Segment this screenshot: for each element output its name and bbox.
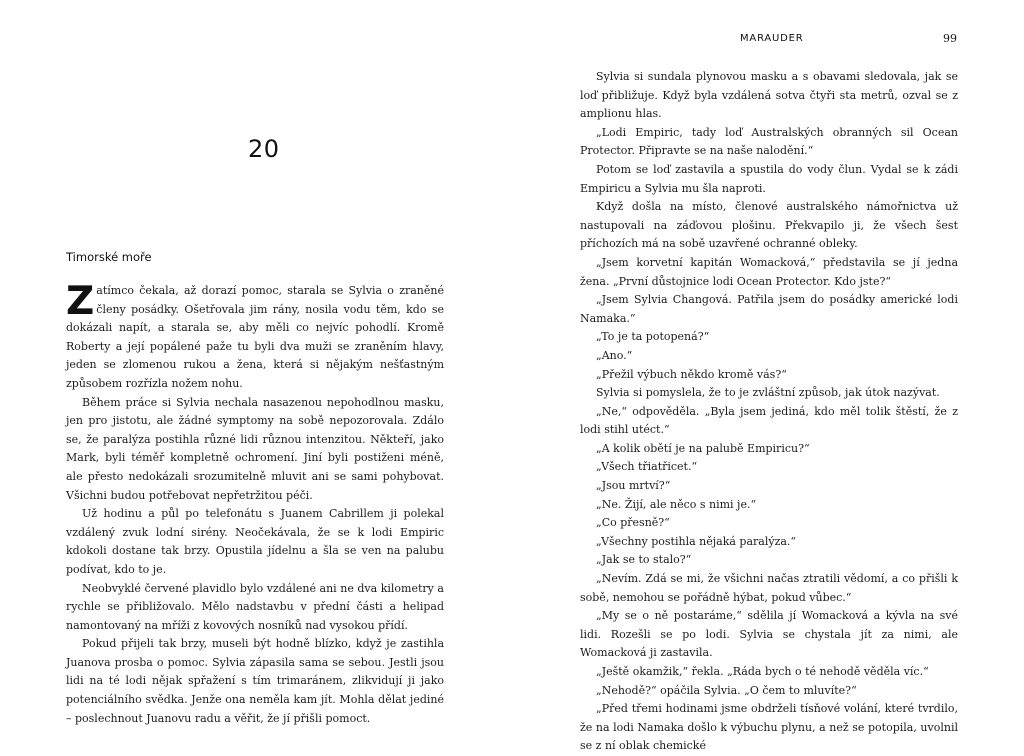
page-number: 99 (943, 32, 957, 45)
paragraph: „Ne. Žijí, ale něco s nimi je.“ (596, 497, 757, 511)
paragraph: Když došla na místo, členové australského námořnictva už nastupovali na záďovou plošinu. Překvapilo ji, že všech šest příchozích má na sobě uzavřené ochranné obleky. (580, 200, 958, 251)
chapter-location: Timorské moře (66, 250, 152, 264)
paragraph: „Jsem Sylvia Changová. Patřila jsem do posádky americké lodi Namaka.“ (580, 293, 958, 325)
running-head: MARAUDER (740, 33, 804, 44)
paragraph: „A kolik obětí je na palubě Empiricu?“ (596, 441, 810, 455)
paragraph: „Nehodě?“ opáčila Sylvia. „O čem to mluvíte?“ (596, 683, 857, 697)
paragraph: „Jak se to stalo?“ (596, 553, 692, 567)
paragraph: „Nevím. Zdá se mi, že všichni načas ztratili vědomí, a co přišli k sobě, nemohou se pořádně hýbat, pokud vůbec.“ (580, 572, 958, 604)
paragraph: „Všech třiatřicet.“ (596, 460, 698, 474)
left-body-text (66, 279, 444, 728)
paragraph: „Přežil výbuch někdo kromě vás?“ (596, 367, 787, 381)
paragraph: „Lodi Empiric, tady loď Australských obranných sil Ocean Protector. Připravte se na naše nalodění.“ (580, 125, 958, 158)
paragraph: Potom se loď zastavila a spustila do vody člun. Vydal se k zádi Empiricu a Sylvia mu šla naproti. (580, 162, 958, 195)
paragraph: „To je ta potopená?“ (596, 330, 710, 344)
paragraph: „My se o ně postaráme,“ sdělila jí Womacková a kývla na své lidi. Rozešli se po lodi. Sylvia se chystala jít za nimi, ale Womacková ji zastavila. (580, 609, 958, 660)
left-page (0, 0, 512, 729)
paragraph: „Ano.“ (596, 348, 633, 362)
chapter-number: 20 (248, 135, 280, 163)
paragraph: „Všechny postihla nějaká paralýza.“ (596, 534, 797, 548)
paragraph: „Ještě okamžik,“ řekla. „Ráda bych o té nehodě věděla víc.“ (596, 665, 929, 678)
paragraph-text: atímco čekala, až dorazí pomoc, starala se Sylvia o zraněné členy posádky. Ošetřovala jim rány, nosila vodu těm, kdo se dokázali napít, a starala se, aby měli co nejvíc pohodlí. Kromě Roberty a její popálené paže tu byli dva muži se zraněním hlavy, jeden se zlomenou rukou a žena, která si nějakým nešťastným způsobem rozřízla nožem nohu. (66, 284, 444, 390)
paragraph: Už hodinu a půl po telefonátu s Juanem Cabrillem ji polekal vzdálený zvuk lodní sirény. Neočekávala, že se k lodi Empiric kdokoli dostane tak brzy. Opustila jídelnu a šla se ven na palubu podívat, kdo to je. (66, 507, 444, 576)
paragraph: Sylvia si sundala plynovou masku a s obavami sledovala, jak se loď přibližuje. Když byla vzdálená sotva čtyři sta metrů, ozval se z amplionu hlas. (580, 70, 958, 121)
paragraph (66, 279, 444, 394)
paragraph: „Před třemi hodinami jsme obdrželi tísňové volání, které tvrdilo, že na lodi Namaka došlo k výbuchu plynu, a než se potopila, uvolnil se z ní oblak chemické (580, 702, 958, 753)
paragraph: Neobvyklé červené plavidlo bylo vzdálené ani ne dva kilometry a rychle se přibližovalo. Mělo nadstavbu v přední části a helipad namontovaný na mříži z kovových nosníků nad vysokou přídí. (66, 581, 444, 632)
paragraph: „Jsou mrtví?“ (596, 479, 671, 493)
paragraph: Pokud přijeli tak brzy, museli být hodně blízko, když je zastihla Juanova prosba o pomoc. Sylvia zápasila sama se sebou. Jestli jsou lidi na té lodi nějak spřažení s tím trimaránem, zlikvidují ji jako potenciálního svědka. Jenže ona neměla kam jít. Mohla dělat jediné – poslechnout Juanovu radu a věřit, že jí přišli pomoct. (66, 637, 444, 725)
right-page (512, 0, 1024, 753)
paragraph: „Jsem korvetní kapitán Womacková,“ představila se jí jedna žena. „První důstojnice lodi Ocean Protector. Kdo jste?“ (580, 255, 958, 288)
drop-cap: Z (66, 279, 95, 324)
right-body-text (580, 68, 958, 756)
paragraph: „Co přesně?“ (596, 516, 670, 530)
paragraph: Během práce si Sylvia nechala nasazenou nepohodlnou masku, jen pro jistotu, ale žádné symptomy na sobě nepozorovala. Zdálo se, že paralýza postihla různé lidi různou intenzitou. Někteří, jako Mark, byli téměř kompletně ochromení. Jiní byli postiženi méně, ale přesto nedokázali srozumitelně mluvit ani se sami pohybovat. Všichni budou potřebovat nepřetržitou péči. (66, 395, 444, 502)
paragraph: „Ne,“ odpovědělа. „Byla jsem jediná, kdo měl tolik štěstí, že z lodi stihl utéct.“ (580, 404, 958, 437)
paragraph: Sylvia si pomyslela, že to je zvláštní způsob, jak útok nazývat. (596, 386, 940, 400)
